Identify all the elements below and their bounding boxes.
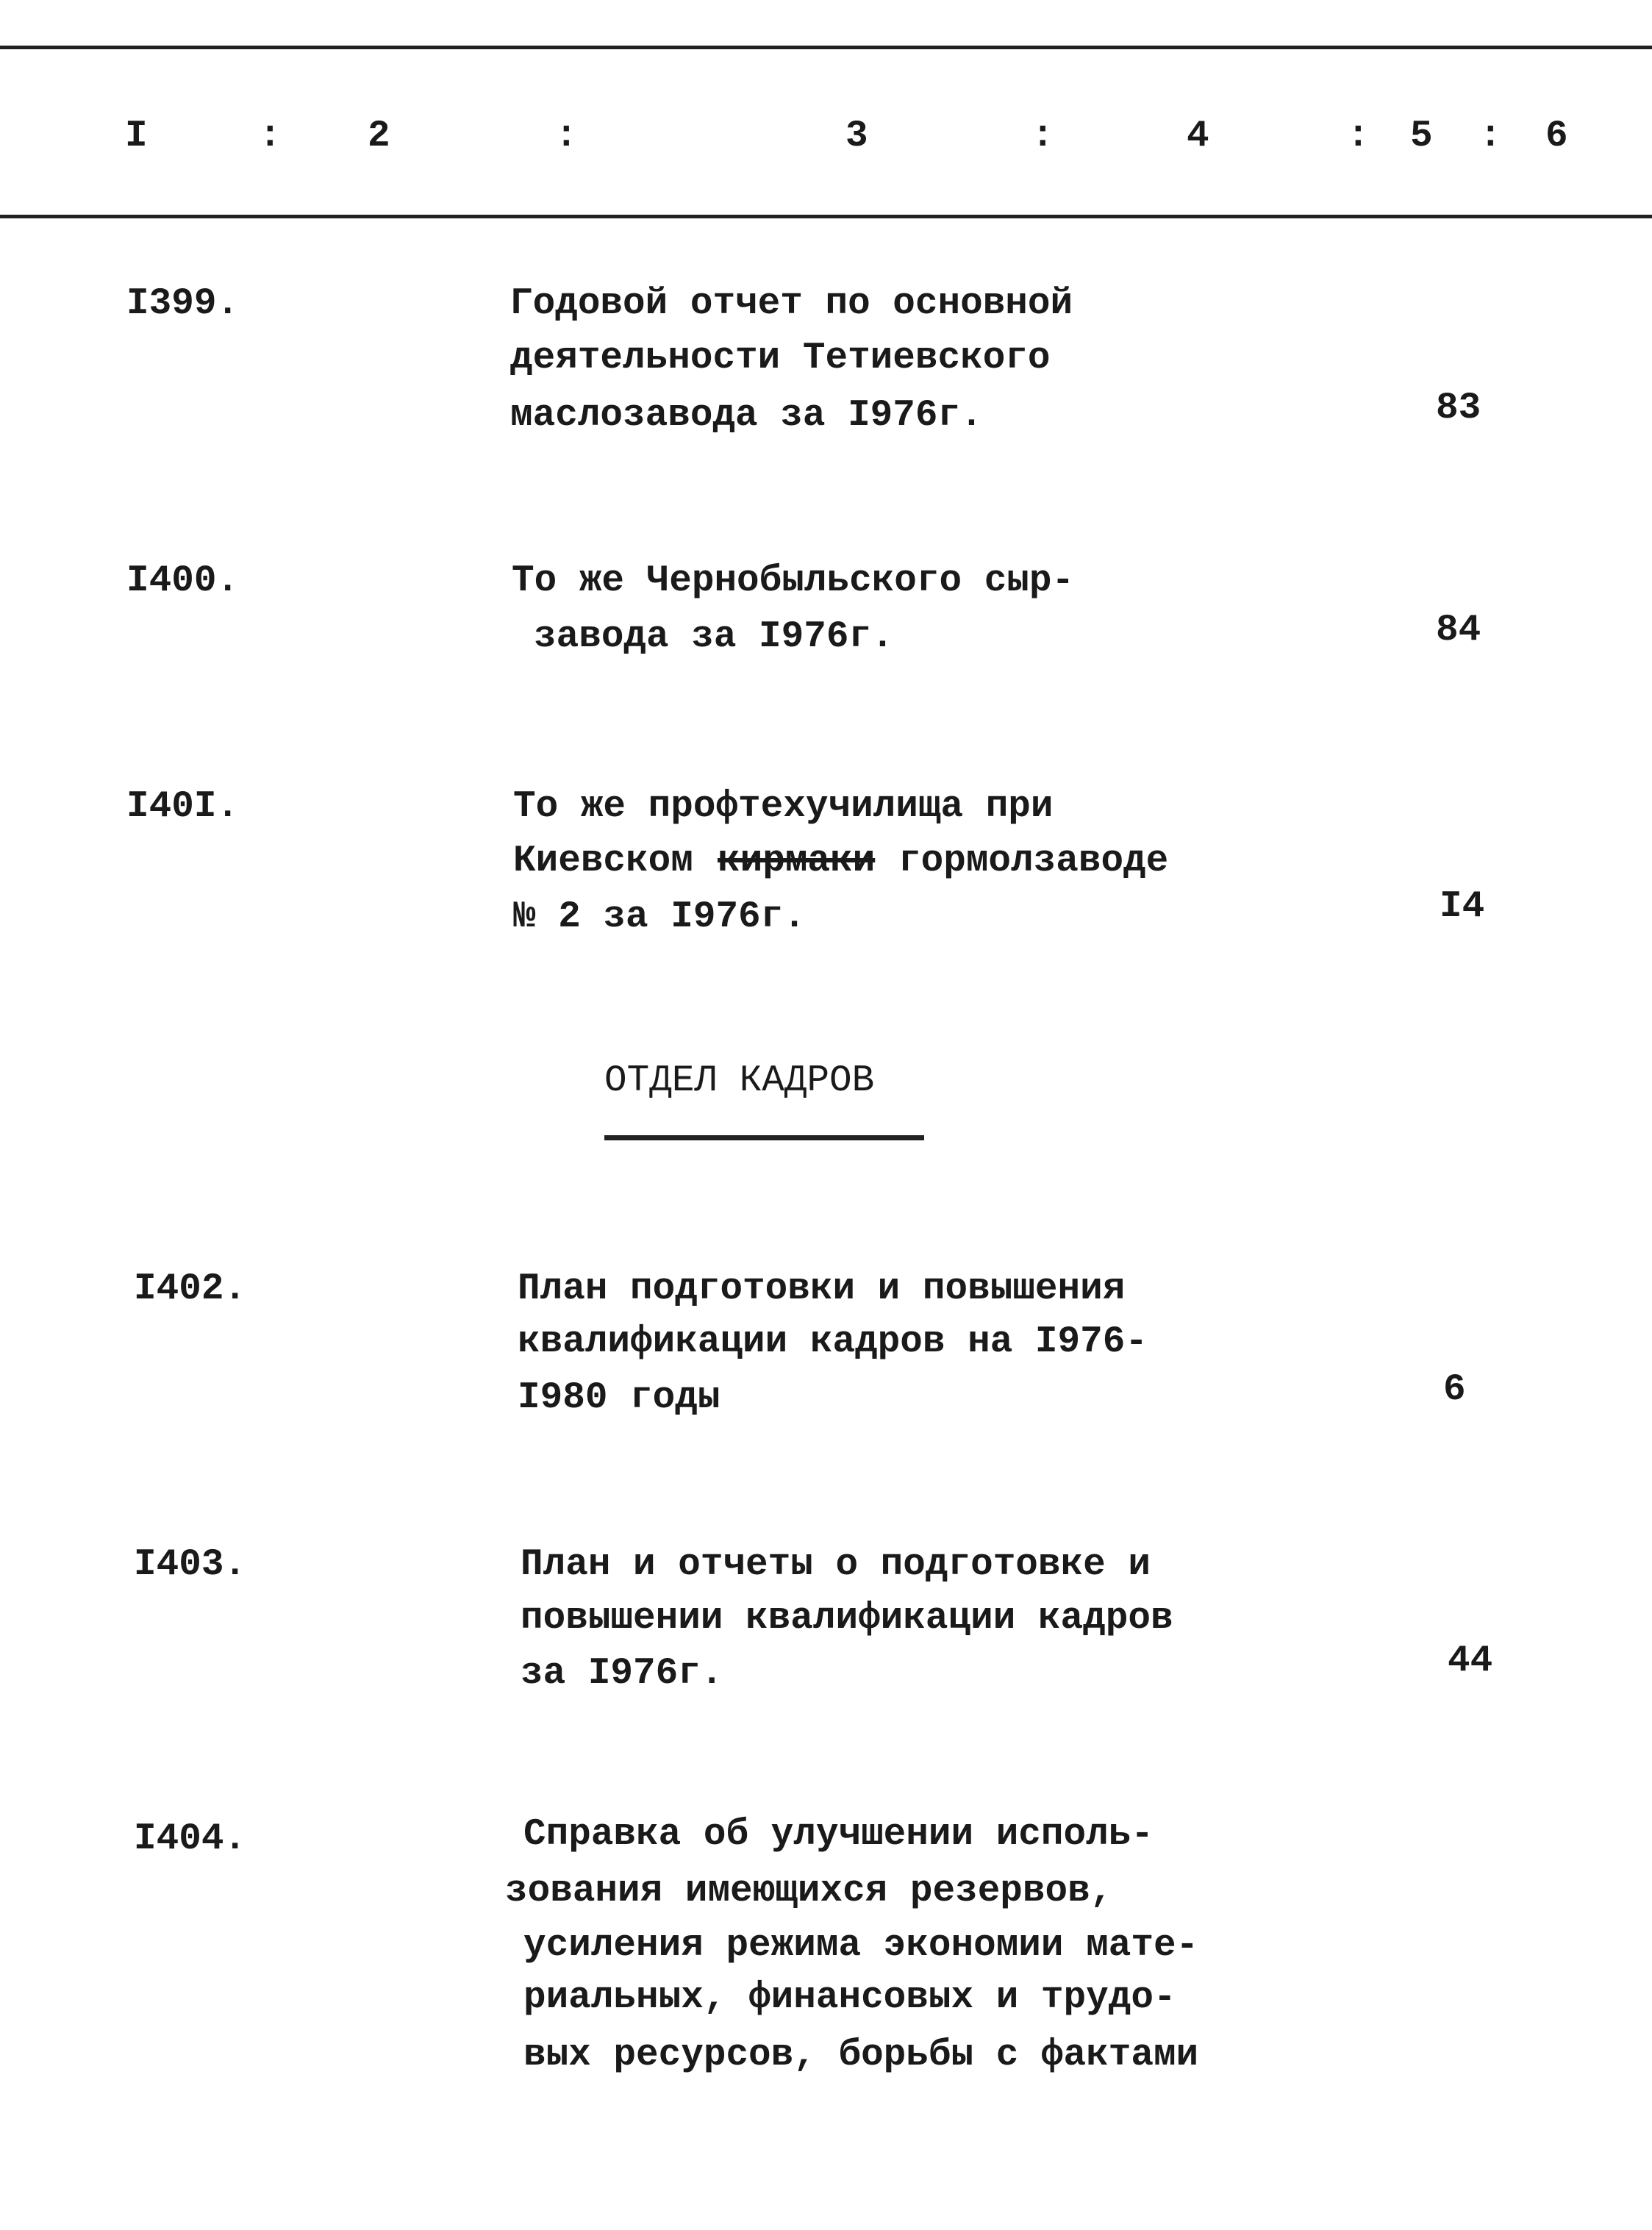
entry-title-line: План подготовки и повышения <box>518 1268 1126 1310</box>
column-separator: : <box>1479 115 1502 157</box>
entry-pages: 84 <box>1436 610 1481 651</box>
column-header-3: 3 <box>845 115 868 157</box>
entry-number: I40I. <box>126 786 240 828</box>
entry-title-line: План и отчеты о подготовке и <box>521 1544 1151 1586</box>
column-header-6: 6 <box>1545 115 1568 157</box>
entry-number: I403. <box>134 1544 247 1586</box>
entry-number: I399. <box>126 283 240 325</box>
entry-title-line: усиления режима экономии мате- <box>523 1925 1199 1967</box>
column-header-1: I <box>125 115 148 157</box>
entry-title-line: То же профтехучилища при <box>513 786 1054 828</box>
top-rule <box>0 46 1652 49</box>
entry-title-line: I980 годы <box>518 1377 720 1419</box>
struck-out-word: кирмаки <box>718 840 876 882</box>
entry-number: I404. <box>134 1818 247 1860</box>
entry-title-line: Киевском <box>513 840 693 882</box>
column-separator: : <box>259 115 282 157</box>
section-heading: ОТДЕЛ КАДРОВ <box>604 1060 875 1102</box>
entry-pages: I4 <box>1440 886 1485 928</box>
entry-title-line: риальных, финансовых и трудо- <box>523 1977 1176 2019</box>
entry-title-line: гормолзаводе <box>898 840 1169 882</box>
entry-title-line: То же Чернобыльского сыр- <box>512 560 1075 602</box>
column-header-5: 5 <box>1410 115 1433 157</box>
entry-title-line: квалификации кадров на I976- <box>518 1321 1148 1363</box>
column-separator: : <box>555 115 578 157</box>
entry-title-line: маслозавода за I976г. <box>510 395 983 437</box>
entry-title-line: Годовой отчет по основной <box>510 283 1073 325</box>
entry-title-line: зования имеющихся резервов, <box>505 1870 1113 1912</box>
entry-number: I400. <box>126 560 240 602</box>
header-bottom-rule <box>0 215 1652 218</box>
entry-pages: 44 <box>1448 1640 1493 1682</box>
entry-title-line: завода за I976г. <box>534 616 894 658</box>
entry-title-line: повышении квалификации кадров <box>521 1598 1173 1640</box>
entry-title-line: деятельности Тетиевского <box>510 337 1051 379</box>
entry-title-line: № 2 за I976г. <box>513 896 806 938</box>
entry-pages: 83 <box>1436 387 1481 429</box>
entry-title-line: за I976г. <box>521 1653 723 1695</box>
entry-title-line: вых ресурсов, борьбы с фактами <box>523 2034 1199 2076</box>
section-heading-underline <box>604 1135 924 1140</box>
entry-pages: 6 <box>1443 1369 1466 1411</box>
column-header-2: 2 <box>368 115 390 157</box>
column-separator: : <box>1347 115 1370 157</box>
entry-title-line: Справка об улучшении исполь- <box>523 1814 1154 1856</box>
column-separator: : <box>1031 115 1054 157</box>
entry-number: I402. <box>134 1268 247 1310</box>
column-header-4: 4 <box>1187 115 1209 157</box>
